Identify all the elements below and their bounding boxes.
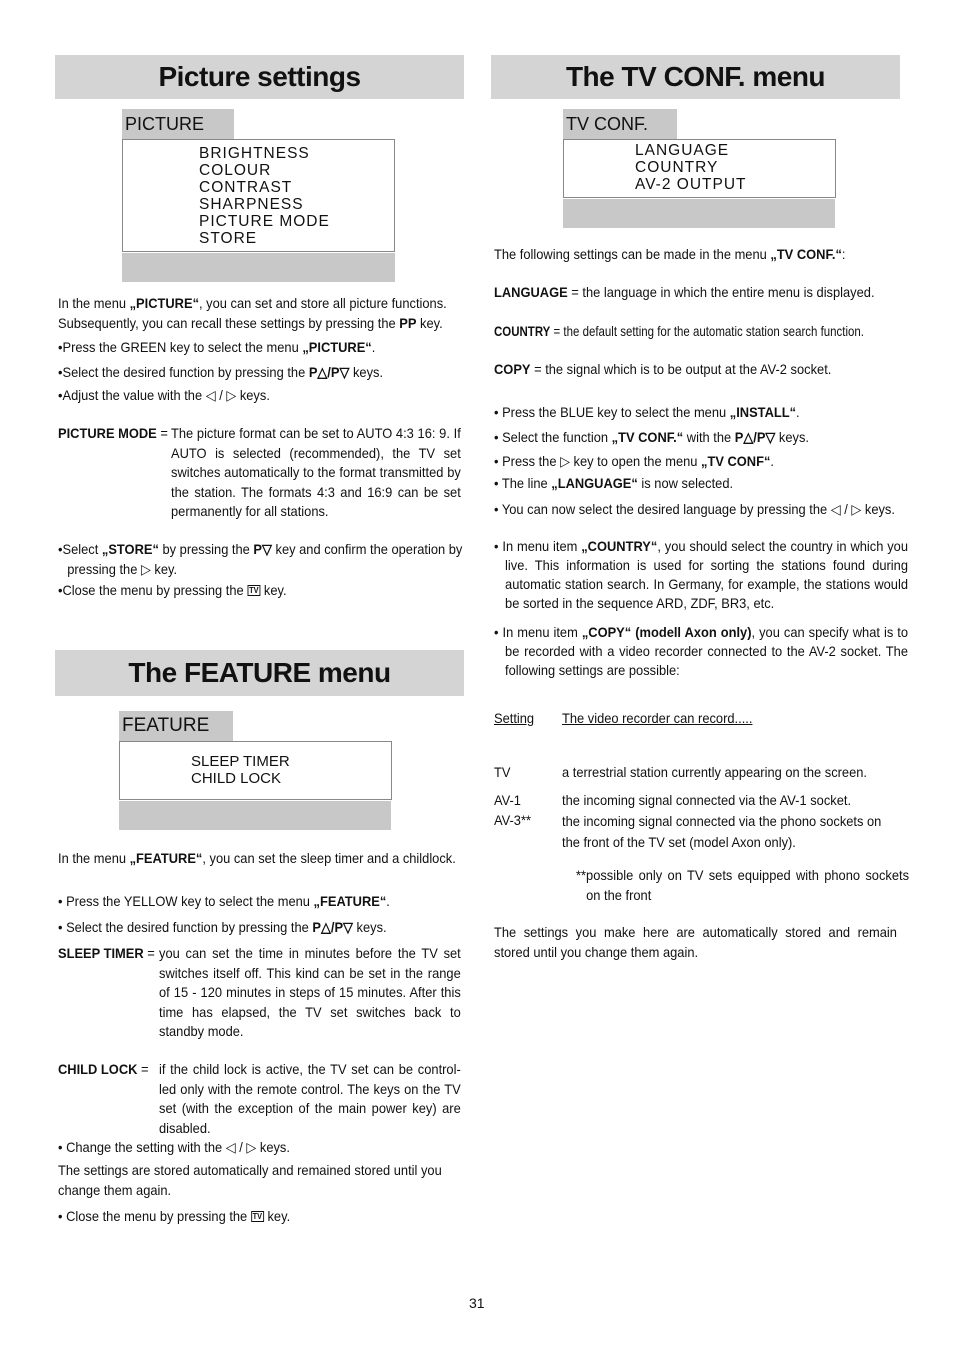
tvconf-bullet-blue: • Press the BLUE key to select the menu „INSTALL“. bbox=[494, 404, 800, 420]
menu-item: CONTRAST bbox=[199, 179, 293, 196]
child-lock-desc: if the child lock is active, the TV set can be control-led only with the remote control. The keys on the TV set (with the exception of the main power key) are disabled. bbox=[159, 1061, 461, 1136]
table-row-desc: the incoming signal connected via the AV-1 socket. bbox=[562, 792, 852, 808]
tvconf-bullet-language: • You can now select the desired language by pressing the ◁ / ▷ keys. bbox=[494, 501, 895, 517]
picture-bullet-green: •Press the GREEN key to select the menu „PICTURE“. bbox=[58, 339, 376, 355]
tvconf-language-def: LANGUAGE = the language in which the entire menu is displayed. bbox=[494, 284, 875, 300]
table-row-setting: TV bbox=[494, 764, 511, 780]
menu-item: STORE bbox=[199, 230, 258, 247]
picture-menu-footer bbox=[122, 253, 395, 282]
menu-item: PICTURE MODE bbox=[199, 213, 330, 230]
menu-item: COUNTRY bbox=[635, 159, 719, 176]
picture-menu-box bbox=[122, 139, 395, 252]
picture-intro: In the menu „PICTURE“, you can set and store all picture functions. Subsequently, you can recall these settings by pressing the PP key. bbox=[58, 295, 447, 331]
tvconf-copy-def: COPY = the signal which is to be output at the AV-2 socket. bbox=[494, 361, 832, 377]
feature-change-setting: • Change the setting with the ◁ / ▷ keys. bbox=[58, 1139, 290, 1155]
picture-menu-tab: PICTURE bbox=[122, 109, 234, 139]
tvconf-closing-note: The settings you make here are automatically stored and remain stored until you change them again. bbox=[494, 924, 897, 960]
tvconf-footnote: **possible only on TV sets equipped with phono sockets on the front bbox=[576, 867, 910, 903]
child-lock-term: CHILD LOCK bbox=[58, 1061, 138, 1077]
table-header-setting: Setting bbox=[494, 710, 535, 726]
table-row-setting: AV-1 bbox=[494, 792, 521, 808]
feature-stored-note: The settings are stored automatically and remained stored until you change them again. bbox=[58, 1162, 442, 1198]
feature-intro: In the menu „FEATURE“, you can set the sleep timer and a childlock. bbox=[58, 850, 456, 866]
tvconf-country-def: COUNTRY = the default setting for the automatic station search function. bbox=[494, 323, 864, 339]
tv-key-icon: TV bbox=[249, 586, 259, 595]
menu-item: SLEEP TIMER bbox=[191, 753, 290, 770]
table-row-desc: the incoming signal connected via the phono sockets on the front of the TV set (model Axon only). bbox=[562, 813, 882, 850]
tvconf-menu-tab: TV CONF. bbox=[563, 109, 677, 139]
tvconf-menu-box bbox=[563, 139, 836, 198]
picture-bullet-adjust: •Adjust the value with the ◁ / ▷ keys. bbox=[58, 387, 270, 403]
tvconf-heading: The TV CONF. menu bbox=[491, 55, 900, 99]
picture-store-instruction: •Select „STORE“ by pressing the P▽ key and confirm the operation by pressing the ▷ key. bbox=[58, 541, 463, 577]
menu-item: SHARPNESS bbox=[199, 196, 304, 213]
child-lock-eq: = bbox=[141, 1061, 149, 1077]
feature-menu-footer bbox=[119, 801, 391, 830]
tv-key-icon: TV bbox=[252, 1212, 263, 1221]
tvconf-bullet-open: • Press the ▷ key to open the menu „TV CONF“. bbox=[494, 453, 775, 469]
menu-item: COLOUR bbox=[199, 162, 272, 179]
sleep-timer-term: SLEEP TIMER = bbox=[58, 945, 155, 961]
sleep-timer-desc: you can set the time in minutes before the TV set switches itself off. This kind can be set in the range of 15 - 120 minutes in steps of 15 minutes. After this time has elapsed, the TV set switches back to standby mode. bbox=[159, 945, 461, 1039]
feature-bullet-yellow: • Press the YELLOW key to select the menu „FEATURE“. bbox=[58, 893, 390, 909]
table-row-setting: AV-3** bbox=[494, 812, 532, 828]
picture-mode-desc: The picture format can be set to AUTO 4:3 16: 9. If AUTO is selected (recommended), the TV set switches automatically to the format transmitted by the station. The formats 4:3 and 16:9 can be set permanently for all stations. bbox=[171, 425, 461, 519]
menu-item: AV-2 OUTPUT bbox=[635, 176, 747, 193]
tvconf-bullet-copy: • In menu item „COPY“ (modell Axon only), you can specify what is to be recorded with a video recorder connected to the AV-2 socket. The following settings are possible: bbox=[494, 624, 909, 678]
picture-bullet-select: •Select the desired function by pressing the P△/P▽ keys. bbox=[58, 364, 384, 380]
tvconf-bullet-line: • The line „LANGUAGE“ is now selected. bbox=[494, 475, 734, 491]
menu-item: LANGUAGE bbox=[635, 142, 730, 159]
feature-close-instruction: • Close the menu by pressing the TV key. bbox=[58, 1208, 291, 1224]
picture-close-instruction: •Close the menu by pressing the TV key. bbox=[58, 582, 287, 598]
feature-heading: The FEATURE menu bbox=[55, 650, 464, 696]
feature-menu-box bbox=[119, 741, 392, 800]
table-row-desc: a terrestrial station currently appearing on the screen. bbox=[562, 764, 867, 780]
tvconf-intro: The following settings can be made in the menu „TV CONF.“: bbox=[494, 246, 846, 262]
picture-heading: Picture settings bbox=[55, 55, 464, 99]
tvconf-bullet-country: • In menu item „COUNTRY“, you should select the country in which you live. This information is used for sorting the stations found during automatic station search. In Germany, for example, the stations would be sorted in the sequence ARD, ZDF, BR3, etc. bbox=[494, 538, 908, 611]
menu-item: CHILD LOCK bbox=[191, 770, 282, 787]
feature-menu-tab: FEATURE bbox=[119, 711, 233, 741]
page-number: 31 bbox=[469, 1295, 485, 1311]
tvconf-menu-footer bbox=[563, 199, 835, 228]
menu-item: BRIGHTNESS bbox=[199, 145, 310, 162]
tvconf-bullet-select: • Select the function „TV CONF.“ with the P△/P▽ keys. bbox=[494, 429, 809, 445]
table-header-record: The video recorder can record..... bbox=[562, 710, 753, 726]
picture-mode-term: PICTURE MODE = bbox=[58, 425, 168, 441]
feature-bullet-select: • Select the desired function by pressing the P△/P▽ keys. bbox=[58, 919, 387, 935]
